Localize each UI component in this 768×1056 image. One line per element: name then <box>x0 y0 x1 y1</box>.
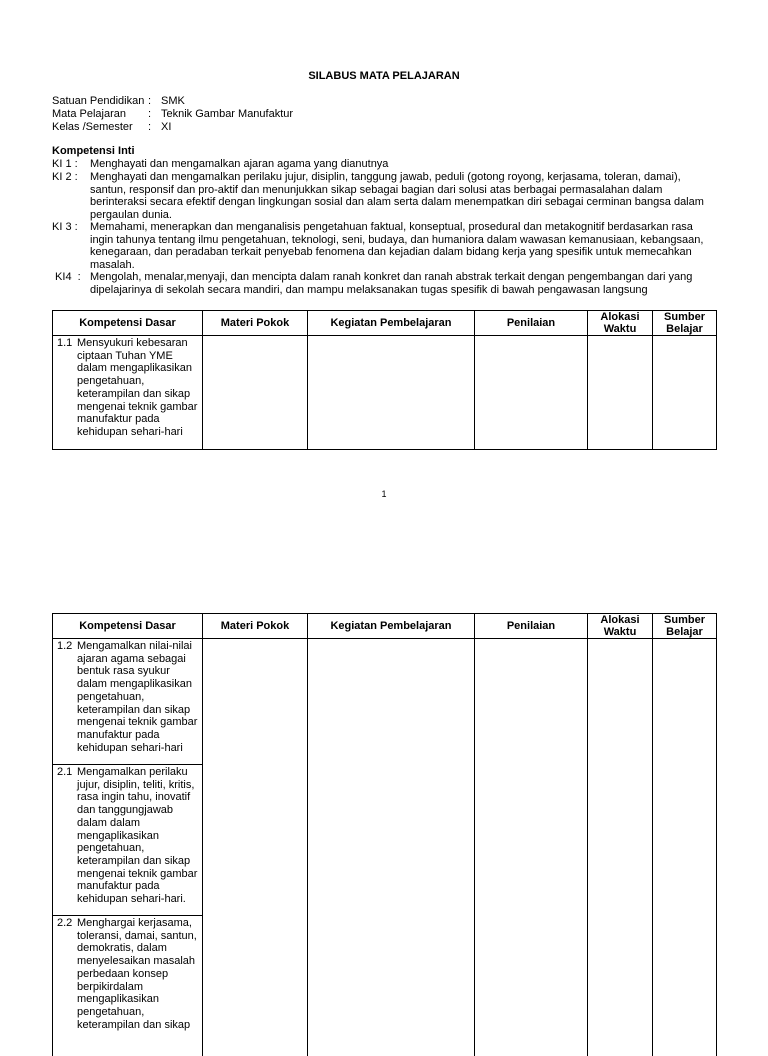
ki-label: KI 3 : <box>52 221 78 233</box>
col-header-alokasi-waktu: Alokasi Waktu <box>588 614 653 639</box>
meta-value: SMK <box>161 95 185 107</box>
kd-cell <box>53 916 203 1056</box>
table-header-row <box>53 311 717 336</box>
ki-2 <box>52 171 712 223</box>
ki-label: KI4 : <box>52 271 81 283</box>
syllabus-table-1 <box>52 310 717 450</box>
meta-value: Teknik Gambar Manufaktur <box>161 108 294 120</box>
ki-1 <box>52 158 712 171</box>
ki-label: KI 2 : <box>52 171 78 183</box>
kd-text: Menghargai kerjasama, toleransi, damai, santun, demokratis, dalam menyelesaikan masalah perbedaan konsep berpikirdalam mengaplikasikan pengetahuan, keterampilan dan sikap <box>77 917 197 1031</box>
col-header-kompetensi-dasar: Kompetensi Dasar <box>53 614 203 639</box>
table-row <box>53 639 717 765</box>
meta-mata-pelajaran <box>52 108 293 121</box>
col-header-sumber-belajar: Sumber Belajar <box>653 311 717 336</box>
kd-number: 1.2 <box>57 640 73 652</box>
table-row <box>53 336 717 450</box>
kd-text: Mensyukuri kebesaran ciptaan Tuhan YME dalam mengaplikasikan pengetahuan, keterampilan dan sikap mengenai teknik gambar manufaktur pada kehidupan sehari-hari <box>77 337 198 438</box>
meta-colon: : <box>148 108 152 120</box>
col-header-penilaian: Penilaian <box>475 311 588 336</box>
col-header-kegiatan-pembelajaran: Kegiatan Pembelajaran <box>308 614 475 639</box>
penilaian-cell <box>475 639 588 1056</box>
alokasi-cell <box>588 336 653 450</box>
kd-text: Mengamalkan nilai-nilai ajaran agama sebagai bentuk rasa syukur dalam mengaplikasikan pengetahuan, keterampilan dan sikap mengenai teknik gambar manufaktur pada kehidupan sehari-hari <box>77 640 198 754</box>
col-header-sumber-belajar: Sumber Belajar <box>653 614 717 639</box>
col-header-kegiatan-pembelajaran: Kegiatan Pembelajaran <box>308 311 475 336</box>
meta-value: XI <box>161 121 172 133</box>
sumber-cell <box>653 639 717 1056</box>
kompetensi-inti-heading: Kompetensi Inti <box>52 145 135 157</box>
alokasi-cell <box>588 639 653 1056</box>
document-title: SILABUS MATA PELAJARAN <box>308 70 460 82</box>
col-header-materi-pokok: Materi Pokok <box>203 311 308 336</box>
col-header-materi-pokok: Materi Pokok <box>203 614 308 639</box>
ki-text: Memahami, menerapkan dan menganalisis pengetahuan faktual, konseptual, prosedural dan metakognitif berdasarkan rasa ingin tahunya tentang ilmu pengetahuan, teknologi, seni, budaya, dan humaniora dalam wawasan kemanusiaan, kebangsaan, kenegaraan, dan peradaban terkait penyebab fenomena dan kejadian dalam bidang kerja yang spesifik untuk memecahkan masalah. <box>90 221 704 272</box>
materi-cell <box>203 336 308 450</box>
meta-satuan-pendidikan <box>52 95 185 108</box>
ki-text: Menghayati dan mengamalkan perilaku jujur, disiplin, tanggung jawab, peduli (gotong royong, kerjasama, toleran, damai), santun, responsif dan pro-aktif dan menunjukkan sikap sebagai bagian dari solusi atas berbagai permasalahan dalam berinteraksi secara efektif dengan lingkungan sosial dan alam serta dalam menempatkan diri sebagai cerminan bangsa dalam pergaulan dunia. <box>90 171 704 222</box>
ki-3 <box>52 221 712 273</box>
kd-cell <box>53 336 203 450</box>
kd-text: Mengamalkan perilaku jujur, disiplin, teliti, kritis, rasa ingin tahu, inovatif dan tanggungjawab dalam dalam mengaplikasikan pengetahuan, keterampilan dan sikap mengenai teknik gambar manufaktur pada kehidupan sehari-hari. <box>77 766 198 906</box>
page-number: 1 <box>381 489 387 499</box>
kd-number: 2.2 <box>57 917 73 929</box>
meta-colon: : <box>148 121 152 133</box>
col-header-kompetensi-dasar: Kompetensi Dasar <box>53 311 203 336</box>
syllabus-table-2 <box>52 613 717 1056</box>
meta-key: Mata Pelajaran <box>52 108 126 120</box>
kegiatan-cell <box>308 639 475 1056</box>
kd-cell <box>53 765 203 916</box>
meta-kelas-semester <box>52 121 171 134</box>
kegiatan-cell <box>308 336 475 450</box>
table-header-row <box>53 614 717 639</box>
ki-4 <box>52 271 712 297</box>
ki-label: KI 1 : <box>52 158 78 170</box>
kd-number: 1.1 <box>57 337 73 349</box>
meta-key: Satuan Pendidikan <box>52 95 145 107</box>
col-header-penilaian: Penilaian <box>475 614 588 639</box>
ki-text: Menghayati dan mengamalkan ajaran agama yang dianutnya <box>90 158 389 170</box>
materi-cell <box>203 639 308 1056</box>
kd-cell <box>53 639 203 765</box>
kd-number: 2.1 <box>57 766 73 778</box>
meta-key: Kelas /Semester <box>52 121 133 133</box>
penilaian-cell <box>475 336 588 450</box>
meta-colon: : <box>148 95 152 107</box>
col-header-alokasi-waktu: Alokasi Waktu <box>588 311 653 336</box>
sumber-cell <box>653 336 717 450</box>
ki-text: Mengolah, menalar,menyaji, dan mencipta dalam ranah konkret dan ranah abstrak terkait dengan pengembangan dari yang dipelajarinya di sekolah secara mandiri, dan mampu melaksanakan tugas spesifik di bawah pengawasan langsung <box>90 271 693 296</box>
